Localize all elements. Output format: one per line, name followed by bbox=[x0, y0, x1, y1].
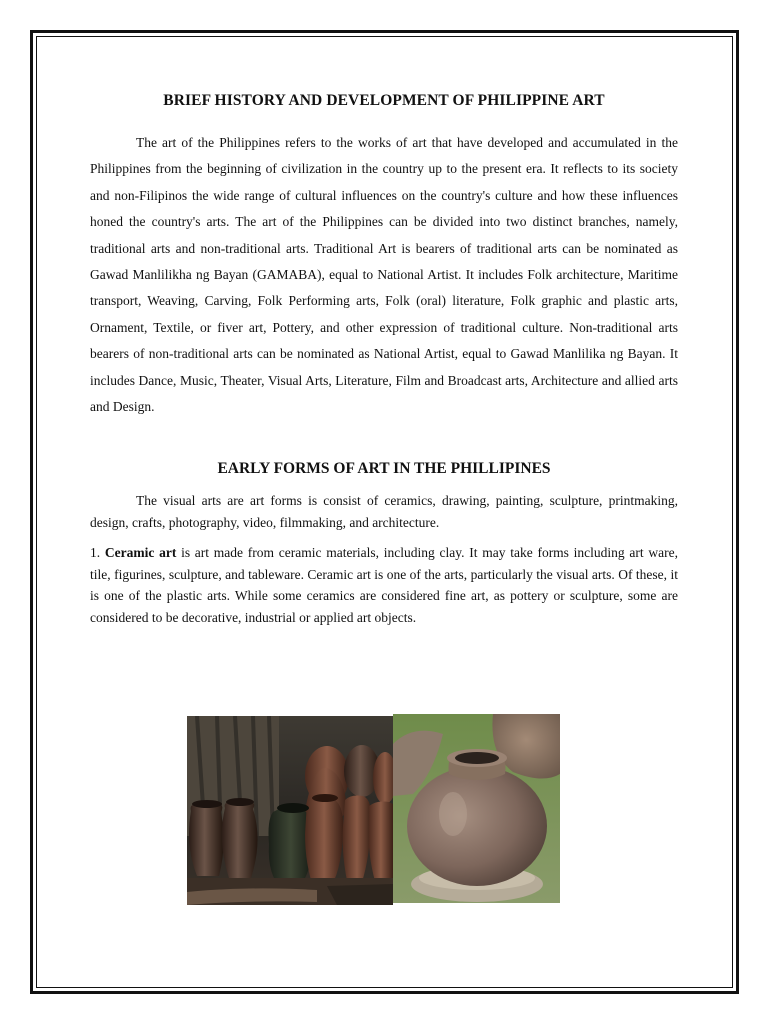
term-ceramic-art: Ceramic art bbox=[104, 545, 177, 561]
heading-history: BRIEF HISTORY AND DEVELOPMENT OF PHILIPPINE ART bbox=[163, 92, 605, 109]
paragraph-visual-arts: The visual arts are art forms is consist of ceramics, drawing, painting, sculpture, printmaking, design, crafts, photography, video, filmmaking, and architecture. bbox=[90, 493, 678, 530]
ceramics-photos bbox=[187, 714, 560, 905]
ceramic-art-description: is art made from ceramic materials, including clay. It may take forms including art ware, tile, figurines, sculpture, and tableware. Ceramic art is one of the arts, particularly the visual arts. Of these, it is one of the plastic arts. While some ceramics are considered fine art, as pottery or sculpture, some are considered to be decorative, industrial or applied art objects. bbox=[90, 545, 678, 625]
photo-earthen-jar bbox=[393, 714, 560, 903]
photo-clay-jars-group bbox=[187, 716, 393, 905]
list-item-number: 1. bbox=[90, 545, 101, 561]
document-body bbox=[90, 92, 678, 628]
heading-early-forms: EARLY FORMS OF ART IN THE PHILLIPINES bbox=[217, 460, 551, 478]
list-item-ceramic-art bbox=[90, 542, 678, 628]
paragraph-history: The art of the Philippines refers to the works of art that have developed and accumulated in the Philippines from the beginning of civilization in the country up to the present era. It reflects to its society and non-Filipinos the wide range of cultural influences on the country's culture and how these influences honed the country's arts. The art of the Philippines can be divided into two distinct branches, namely, traditional arts and non-traditional arts. Traditional Art is bearers of traditional arts can be nominated as Gawad Manlilikha ng Bayan (GAMABA), equal to National Artist. It includes Folk architecture, Maritime transport, Weaving, Carving, Folk Performing arts, Folk (oral) literature, Folk graphic and plastic arts, Ornament, Textile, or fiver art, Pottery, and other expression of traditional culture. Non-traditional arts bearers of non-traditional arts can be nominated as National Artist, equal to Gawad Manlilika ng Bayan. It includes Dance, Music, Theater, Visual Arts, Literature, Film and Broadcast arts, Architecture and allied arts and Design. bbox=[90, 135, 678, 415]
